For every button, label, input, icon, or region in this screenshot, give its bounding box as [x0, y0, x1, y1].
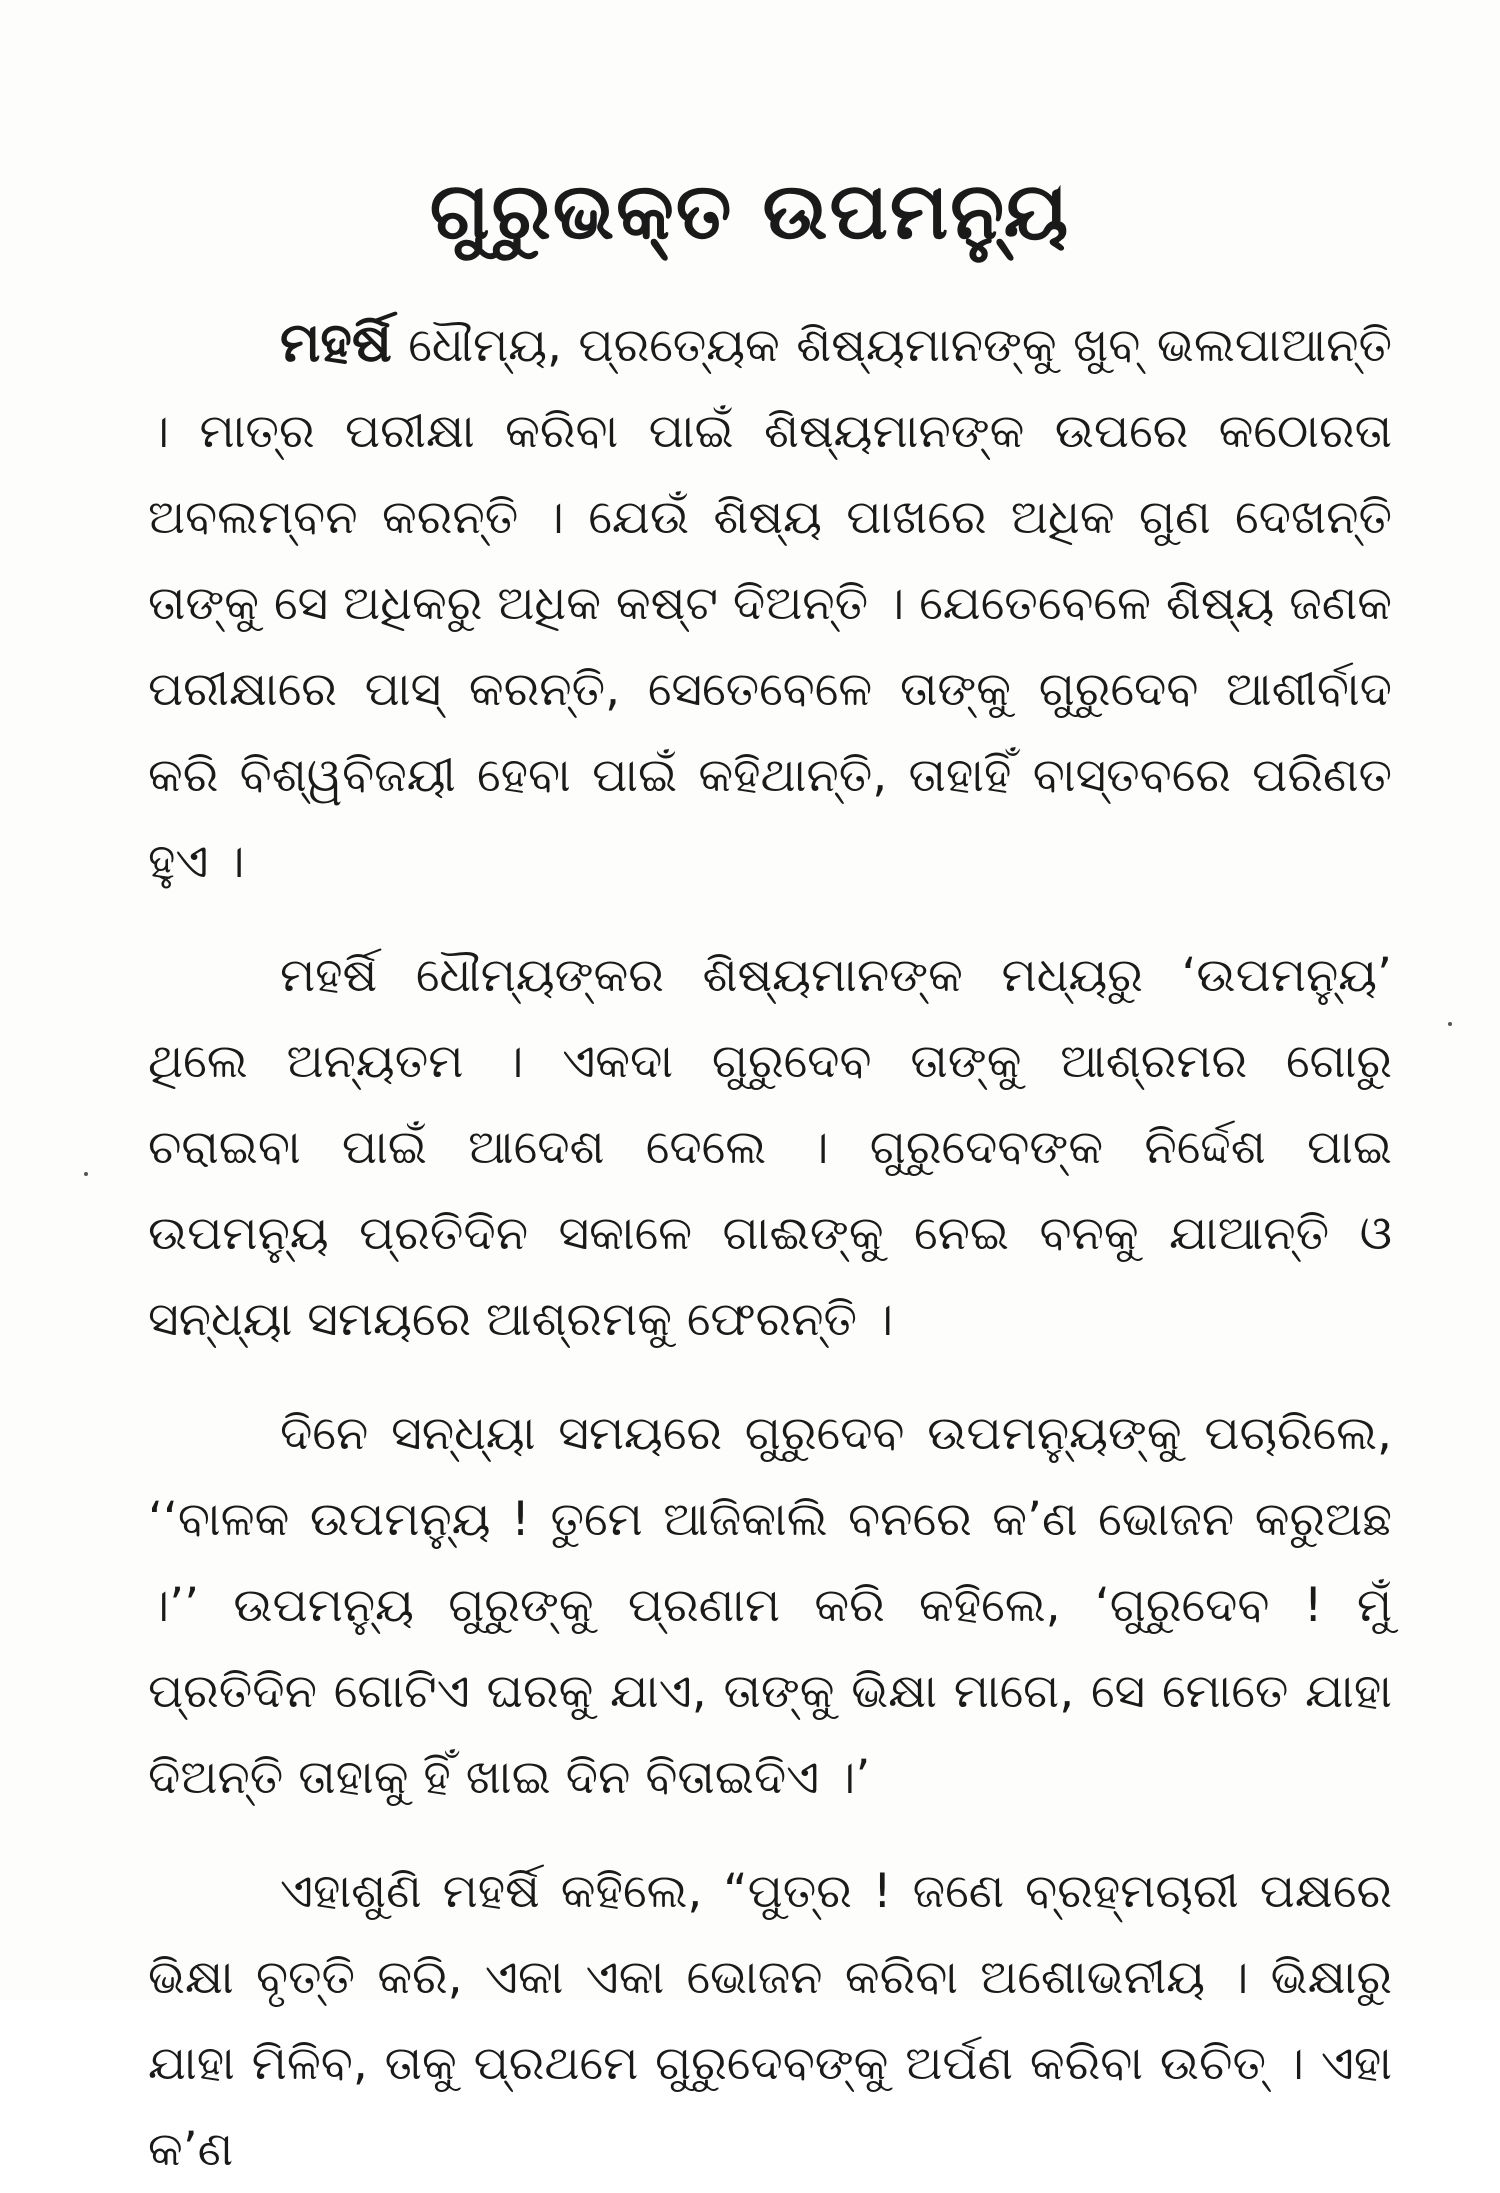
paragraph-4: ଏହାଶୁଣି ମହର୍ଷି କହିଲେ, “ପୁତ୍ର ! ଜଣେ ବ୍ରହ୍ମଚାରୀ ପକ୍ଷରେ ଭିକ୍ଷା ବୃତ୍ତି କରି, ଏକା ଏକା ଭୋଜନ କରିବା ଅଶୋଭନୀୟ । ଭିକ୍ଷାରୁ ଯାହା ମିଳିବ, ତାକୁ ପ୍ରଥମେ ଗୁରୁଦେବଙ୍କୁ ଅର୍ପଣ କରିବା ଉଚିତ୍ । ଏହା କ’ଣ: [148, 1864, 1392, 2177]
paragraph-1: [148, 300, 1392, 905]
paragraph-1-text: ଧୌମ୍ୟ, ପ୍ରତ୍ୟେକ ଶିଷ୍ୟମାନଙ୍କୁ ଖୁବ୍ ଭଲପାଆନ୍ତି । ମାତ୍ର ପରୀକ୍ଷା କରିବା ପାଇଁ ଶିଷ୍ୟମାନଙ୍କ ଉପରେ କଠୋରତା ଅବଲମ୍ବନ କରନ୍ତି । ଯେଉଁ ଶିଷ୍ୟ ପାଖରେ ଅଧିକ ଗୁଣ ଦେଖନ୍ତି ତାଙ୍କୁ ସେ ଅଧିକରୁ ଅଧିକ କଷ୍ଟ ଦିଅନ୍ତି । ଯେତେବେଳେ ଶିଷ୍ୟ ଜଣକ ପରୀକ୍ଷାରେ ପାସ୍ କରନ୍ତି, ସେତେବେଳେ ତାଙ୍କୁ ଗୁରୁଦେବ ଆଶୀର୍ବାଦ କରି ବିଶ୍ୱବିଜୟୀ ହେବା ପାଇଁ କହିଥାନ୍ତି, ତାହାହିଁ ବାସ୍ତବରେ ପରିଣତ ହୁଏ ।: [148, 318, 1392, 889]
lead-word: ମହର୍ଷି: [280, 311, 392, 374]
paragraph-3: ଦିନେ ସନ୍ଧ୍ୟା ସମୟରେ ଗୁରୁଦେବ ଉପମନ୍ୟୁଙ୍କୁ ପଚାରିଲେ, ‘‘ବାଳକ ଉପମନ୍ୟୁ ! ତୁମେ ଆଜିକାଲି ବନରେ କ’ଣ ଭୋଜନ କରୁଅଛ ।’’ ଉପମନ୍ୟୁ ଗୁରୁଙ୍କୁ ପ୍ରଣାମ କରି କହିଲେ, ‘ଗୁରୁଦେବ ! ମୁଁ ପ୍ରତିଦିନ ଗୋଟିଏ ଘରକୁ ଯାଏ, ତାଙ୍କୁ ଭିକ୍ଷା ମାଗେ, ସେ ମୋତେ ଯାହା ଦିଅନ୍ତି ତାହାକୁ ହିଁ ଖାଇ ଦିନ ବିତାଇଦିଏ ।’: [148, 1406, 1392, 1805]
story-body: [148, 300, 1392, 2193]
paper-speck: [84, 1172, 88, 1176]
paper-speck: [1448, 1022, 1452, 1026]
paragraph-2: ମହର୍ଷି ଧୌମ୍ୟଙ୍କର ଶିଷ୍ୟମାନଙ୍କ ମଧ୍ୟରୁ ‘ଉପମନ୍ୟୁ’ ଥିଲେ ଅନ୍ୟତମ । ଏକଦା ଗୁରୁଦେବ ତାଙ୍କୁ ଆଶ୍ରମର ଗୋରୁ ଚରାଇବା ପାଇଁ ଆଦେଶ ଦେଲେ । ଗୁରୁଦେବଙ୍କ ନିର୍ଦ୍ଦେଶ ପାଇ ଉପମନ୍ୟୁ ପ୍ରତିଦିନ ସକାଳେ ଗାଈଙ୍କୁ ନେଇ ବନକୁ ଯାଆନ୍ତି ଓ ସନ୍ଧ୍ୟା ସମୟରେ ଆଶ୍ରମକୁ ଫେରନ୍ତି ।: [148, 948, 1392, 1347]
page-title: ଗୁରୁଭକ୍ତ ଉପମନ୍ୟୁ: [429, 167, 1071, 258]
